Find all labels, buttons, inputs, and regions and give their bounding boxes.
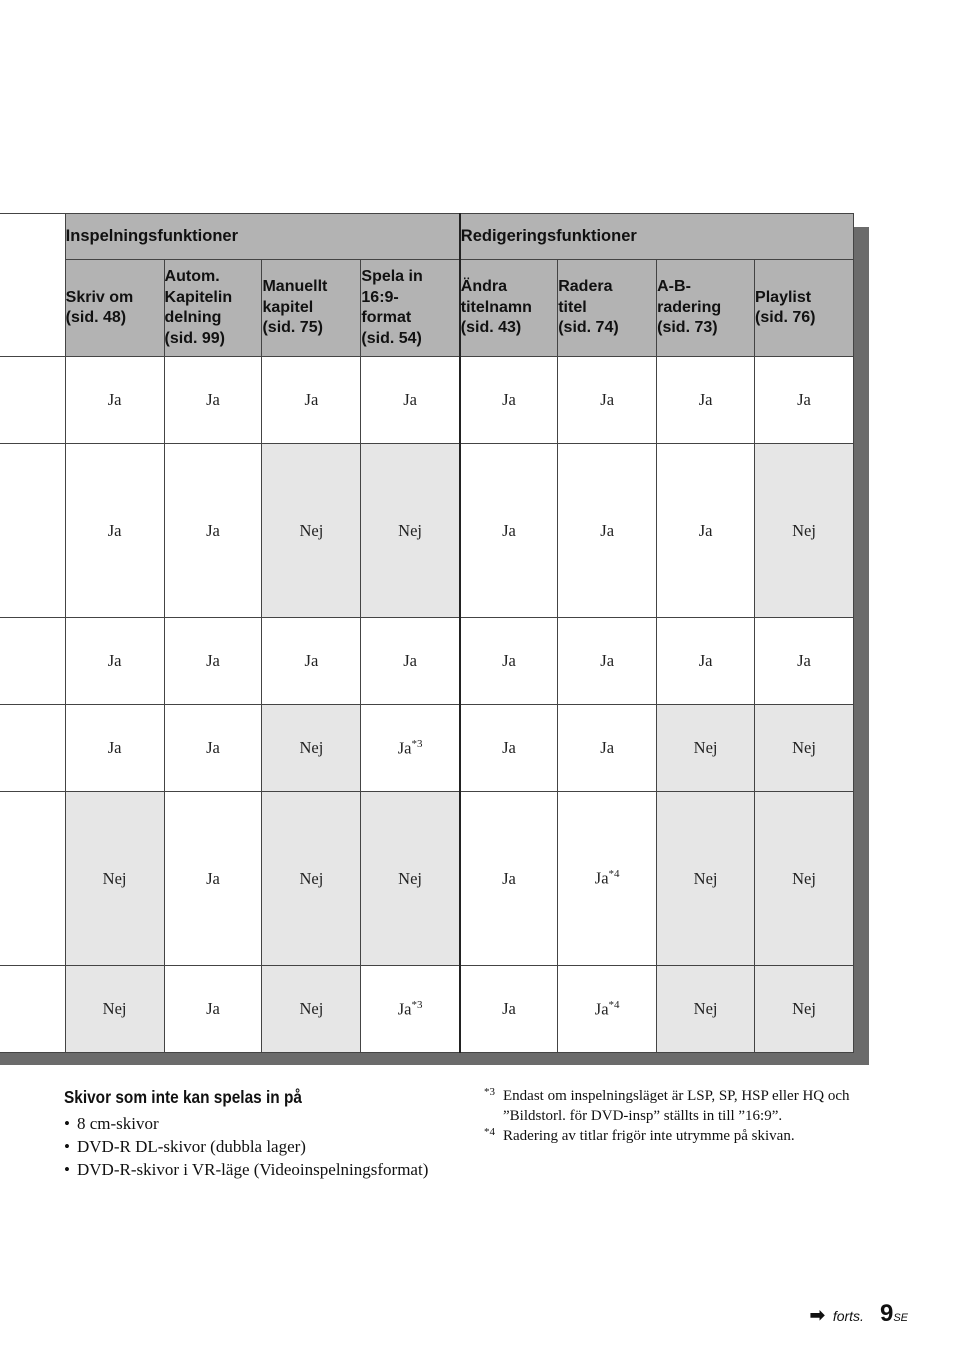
table-cell: Ja xyxy=(361,618,460,705)
table-cell: Ja xyxy=(262,357,361,444)
column-header-label: Playlist (sid. 76) xyxy=(755,288,816,326)
column-header-label: Autom. Kapitelin delning (sid. 99) xyxy=(164,268,233,347)
table-cell: Ja xyxy=(460,444,558,618)
table-cell: Ja$^{*3}$ xyxy=(361,966,460,1053)
table-cell: Ja xyxy=(164,966,262,1053)
table-row xyxy=(0,357,854,444)
table-cell: Ja xyxy=(755,618,854,705)
table-cell: Ja xyxy=(460,357,558,444)
table-cell: Ja xyxy=(558,618,657,705)
table-cell: Ja xyxy=(164,618,262,705)
continued-label: forts. xyxy=(832,1308,864,1324)
row-stub xyxy=(0,618,65,705)
list-item: • DVD-R DL-skivor (dubbla lager) xyxy=(64,1135,428,1158)
page-footer xyxy=(810,1300,908,1328)
table-row xyxy=(0,618,854,705)
row-stub xyxy=(0,444,65,618)
table-cell: Ja xyxy=(460,705,558,792)
group-editing: Redigeringsfunktioner xyxy=(460,214,854,260)
footnote-ref: *3 xyxy=(411,998,423,1011)
column-header xyxy=(361,260,460,357)
footnotes xyxy=(484,1086,884,1146)
column-header xyxy=(657,260,755,357)
table-cell: Nej xyxy=(262,966,361,1053)
table-cell: Ja xyxy=(460,792,558,966)
table-row xyxy=(0,966,854,1053)
column-header xyxy=(755,260,854,357)
table-cell: Ja xyxy=(657,357,755,444)
column-header-label: Ändra titelnamn (sid. 43) xyxy=(460,278,532,337)
group-recording: Inspelningsfunktioner xyxy=(65,214,460,260)
footnote-ref: *3 xyxy=(411,737,423,750)
table-cell: Nej xyxy=(657,792,755,966)
table-cell: Nej xyxy=(262,444,361,618)
footnote xyxy=(484,1086,884,1126)
table-cell: Ja$^{*3}$ xyxy=(361,705,460,792)
column-header xyxy=(558,260,657,357)
table-cell: Ja xyxy=(558,705,657,792)
footnote xyxy=(484,1126,884,1146)
list-item: • 8 cm-skivor xyxy=(64,1112,428,1135)
table-row xyxy=(0,792,854,966)
page-number: 9SE xyxy=(879,1300,908,1327)
table-cell: Nej xyxy=(262,792,361,966)
footnote-ref: *4 xyxy=(608,868,620,881)
table-cell: Ja xyxy=(361,357,460,444)
footnote-text: Endast om inspelningsläget är LSP, SP, HSP eller HQ och ”Bildstorl. för DVD-insp” ställts in till ”16:9”. xyxy=(503,1088,850,1124)
table-cell: Ja xyxy=(657,618,755,705)
column-header-label: Spela in 16:9- format (sid. 54) xyxy=(361,268,423,347)
unrecordable-title: Skivor som inte kan spelas in på xyxy=(64,1087,302,1107)
group-header-row xyxy=(0,214,854,260)
column-header-label: Skriv om (sid. 48) xyxy=(65,288,134,326)
table-cell: Nej xyxy=(755,966,854,1053)
table-cell: Ja xyxy=(65,618,164,705)
table-cell: Nej xyxy=(657,966,755,1053)
function-table xyxy=(0,213,854,1053)
footnote-mark: *3 xyxy=(484,1086,495,1098)
table-cell: Ja xyxy=(65,705,164,792)
table-cell: Ja xyxy=(164,444,262,618)
table-cell: Nej xyxy=(755,705,854,792)
row-stub xyxy=(0,705,65,792)
column-header-label: Radera titel (sid. 74) xyxy=(558,278,619,337)
footnote-mark: *4 xyxy=(484,1126,495,1138)
table-row xyxy=(0,444,854,618)
continue-arrow-icon: ➡ xyxy=(809,1305,825,1325)
table-cell: Nej xyxy=(755,792,854,966)
table-cell: Nej xyxy=(262,705,361,792)
table-cell: Nej xyxy=(361,444,460,618)
list-item: • DVD-R-skivor i VR-läge (Videoinspelningsformat) xyxy=(64,1158,428,1181)
column-header xyxy=(65,260,164,357)
table-cell: Ja xyxy=(460,966,558,1053)
column-header-label: Manuellt kapitel (sid. 75) xyxy=(262,278,328,337)
column-header-row xyxy=(0,260,854,357)
table-cell: Ja xyxy=(65,444,164,618)
table-cell: Ja xyxy=(755,357,854,444)
table-cell: Nej xyxy=(657,705,755,792)
table-cell: Ja$^{*4}$ xyxy=(558,966,657,1053)
row-stub xyxy=(0,792,65,966)
table-cell: Ja xyxy=(262,618,361,705)
table-cell: Ja xyxy=(164,792,262,966)
row-stub xyxy=(0,357,65,444)
unrecordable-list xyxy=(64,1112,428,1181)
footnote-ref: *4 xyxy=(608,998,620,1011)
table-cell: Ja xyxy=(164,357,262,444)
table-row xyxy=(0,705,854,792)
table-cell: Ja xyxy=(460,618,558,705)
stub-header xyxy=(0,214,65,357)
table-cell: Ja xyxy=(558,357,657,444)
table-cell: Nej xyxy=(65,966,164,1053)
column-header xyxy=(164,260,262,357)
footnote-text: Radering av titlar frigör inte utrymme på skivan. xyxy=(503,1128,795,1144)
column-header xyxy=(262,260,361,357)
row-stub xyxy=(0,966,65,1053)
table-cell: Ja xyxy=(164,705,262,792)
table-cell: Nej xyxy=(65,792,164,966)
column-header-label: A-B- radering (sid. 73) xyxy=(657,278,722,337)
table-cell: Ja xyxy=(657,444,755,618)
table-cell: Ja$^{*4}$ xyxy=(558,792,657,966)
table-cell: Ja xyxy=(65,357,164,444)
table-cell: Ja xyxy=(558,444,657,618)
column-header xyxy=(460,260,558,357)
table-cell: Nej xyxy=(361,792,460,966)
table-cell: Nej xyxy=(755,444,854,618)
